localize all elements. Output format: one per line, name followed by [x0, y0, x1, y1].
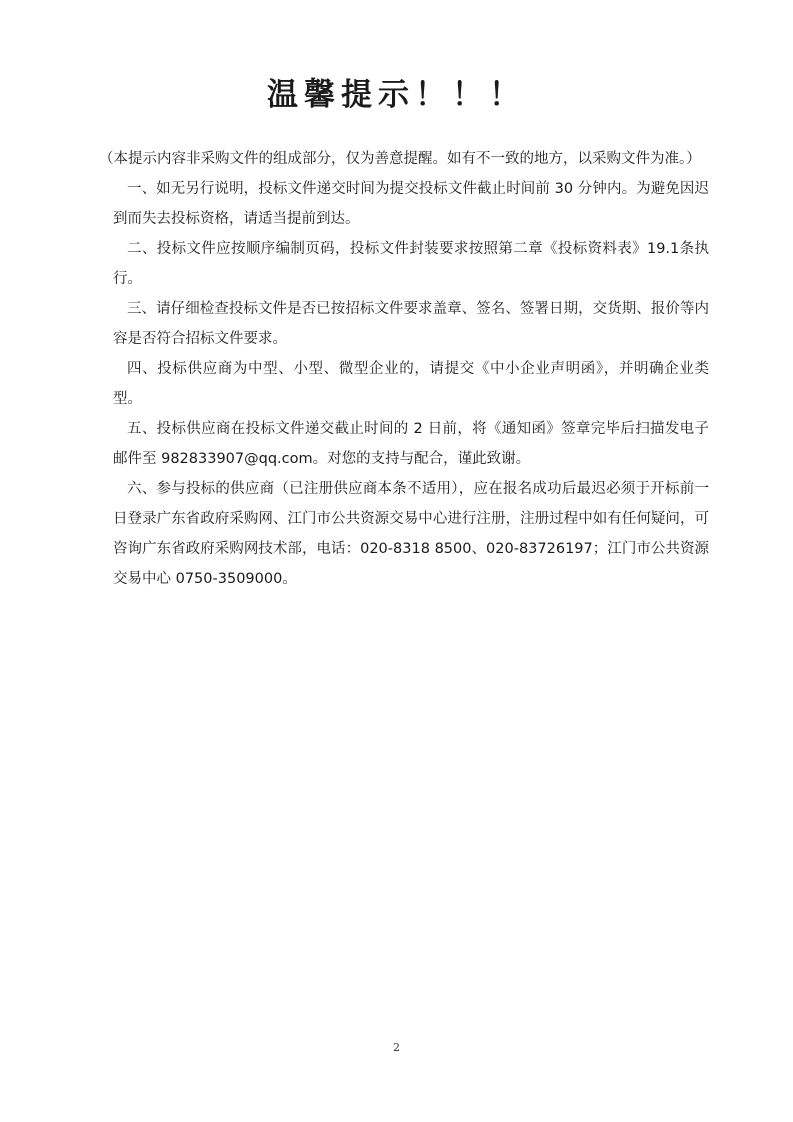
document-body: [99, 144, 709, 594]
page-title: 温馨提示！！！: [267, 77, 526, 113]
disclaimer-note: （本提示内容非采购文件的组成部分，仅为善意提醒。如有不一致的地方，以采购文件为准。）: [99, 151, 701, 167]
notice-item-1: 一、如无另行说明，投标文件递交时间为提交投标文件截止时间前 30 分钟内。为避免因迟到而失去投标资格，请适当提前到达。: [113, 181, 709, 227]
notice-item-4: 四、投标供应商为中型、小型、微型企业的，请提交《中小企业声明函》，并明确企业类型。: [113, 361, 709, 407]
notice-item-5: 五、投标供应商在投标文件递交截止时间的 2 日前，将《通知函》签章完毕后扫描发电子邮件至 982833907@qq.com。对您的支持与配合，谨此致谢。: [113, 421, 709, 467]
notice-item-6: 六、参与投标的供应商（已注册供应商本条不适用），应在报名成功后最迟必须于开标前一日登录广东省政府采购网、江门市公共资源交易中心进行注册，注册过程中如有任何疑问，可咨询广东省政府采购网技术部，电话：020-8318 8500、020-83726197；江门市公共资源交易中心 0750-3509000。: [113, 481, 709, 587]
notice-item-2: 二、投标文件应按顺序编制页码，投标文件封装要求按照第二章《投标资料表》19.1条执行。: [113, 241, 709, 287]
notice-item-3: 三、请仔细检查投标文件是否已按招标文件要求盖章、签名、签署日期，交货期、报价等内容是否符合招标文件要求。: [113, 301, 709, 347]
page-number: 2: [393, 1041, 400, 1054]
